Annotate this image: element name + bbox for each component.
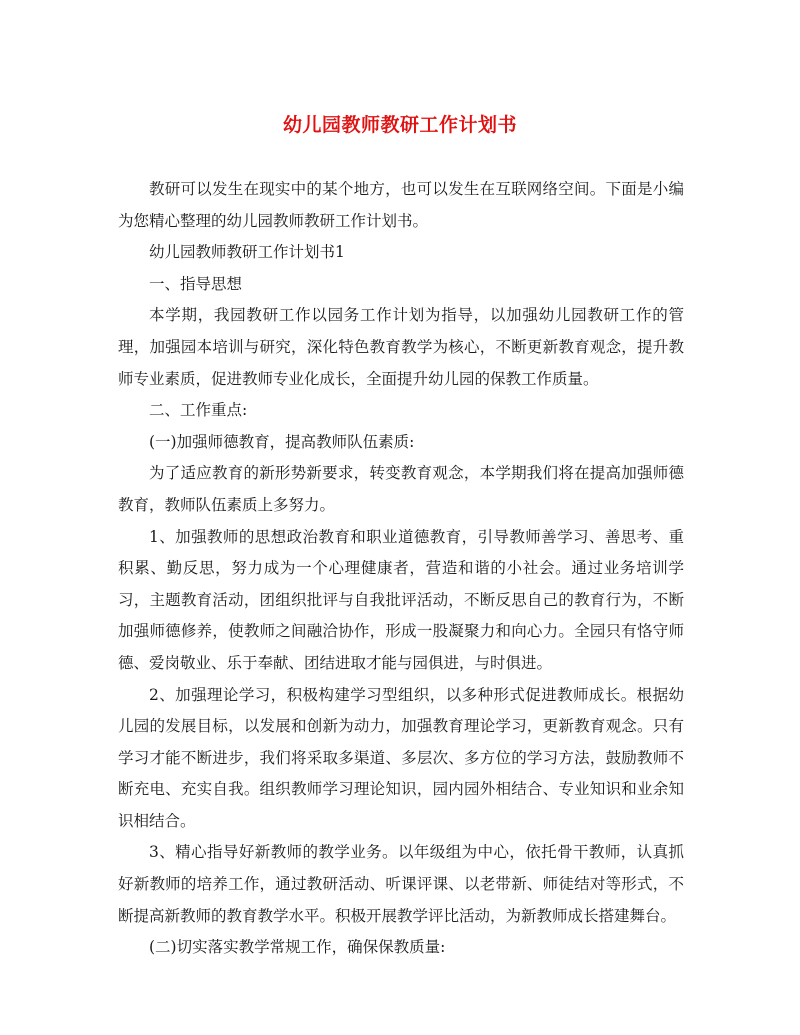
- intro-paragraph: 教研可以发生在现实中的某个地方，也可以发生在互联网络空间。下面是小编为您精心整理的幼儿园教师教研工作计划书。: [118, 180, 684, 230]
- subheading-teaching-routine: (二)切实落实教学常规工作，确保保教质量:: [149, 938, 446, 957]
- ethics-paragraph: 为了适应教育的新形势新要求，转变教育观念，本学期我们将在提高加强师德教育，教师队伍素质上多努力。: [118, 464, 684, 514]
- item-3-paragraph: 3、精心指导好新教师的教学业务。以年级组为中心，依托骨干教师，认真抓好新教师的培养工作，通过教研活动、听课评课、以老带新、师徒结对等形式，不断提高新教师的教育教学水平。积极开展教学评比活动，为新教师成长搭建舞台。: [118, 843, 684, 925]
- guiding-ideology-paragraph: 本学期，我园教研工作以园务工作计划为指导，以加强幼儿园教研工作的管理，加强园本培训与研究，深化特色教育教学为核心，不断更新教育观念，提升教师专业素质，促进教师专业化成长，全面提升幼儿园的保教工作质量。: [118, 306, 684, 388]
- item-2-paragraph: 2、加强理论学习，积极构建学习型组织，以多种形式促进教师成长。根据幼儿园的发展目标，以发展和创新为动力，加强教育理论学习，更新教育观念。只有学习才能不断进步，我们将采取多渠道、多层次、多方位的学习方法，鼓励教师不断充电、充实自我。组织教师学习理论知识，园内园外相结合、专业知识和业余知识相结合。: [118, 685, 684, 830]
- section-heading-plan-1: 幼儿园教师教研工作计划书1: [149, 243, 345, 262]
- heading-work-focus: 二、工作重点:: [149, 401, 248, 420]
- subheading-ethics-education: (一)加强师德教育，提高教师队伍素质:: [149, 432, 415, 451]
- document-body: [118, 174, 684, 964]
- heading-guiding-ideology: 一、指导思想: [149, 274, 243, 293]
- document-title: 幼儿园教师教研工作计划书: [282, 114, 517, 136]
- item-1-paragraph: 1、加强教师的思想政治教育和职业道德教育，引导教师善学习、善思考、重积累、勤反思，努力成为一个心理健康者，营造和谐的小社会。通过业务培训学习，主题教育活动，团组织批评与自我批评活动，不断反思自己的教育行为，不断加强师德修养，使教师之间融洽协作，形成一股凝聚力和向心力。全园只有恪守师德、爱岗敬业、乐于奉献、团结进取才能与园俱进，与时俱进。: [118, 527, 684, 672]
